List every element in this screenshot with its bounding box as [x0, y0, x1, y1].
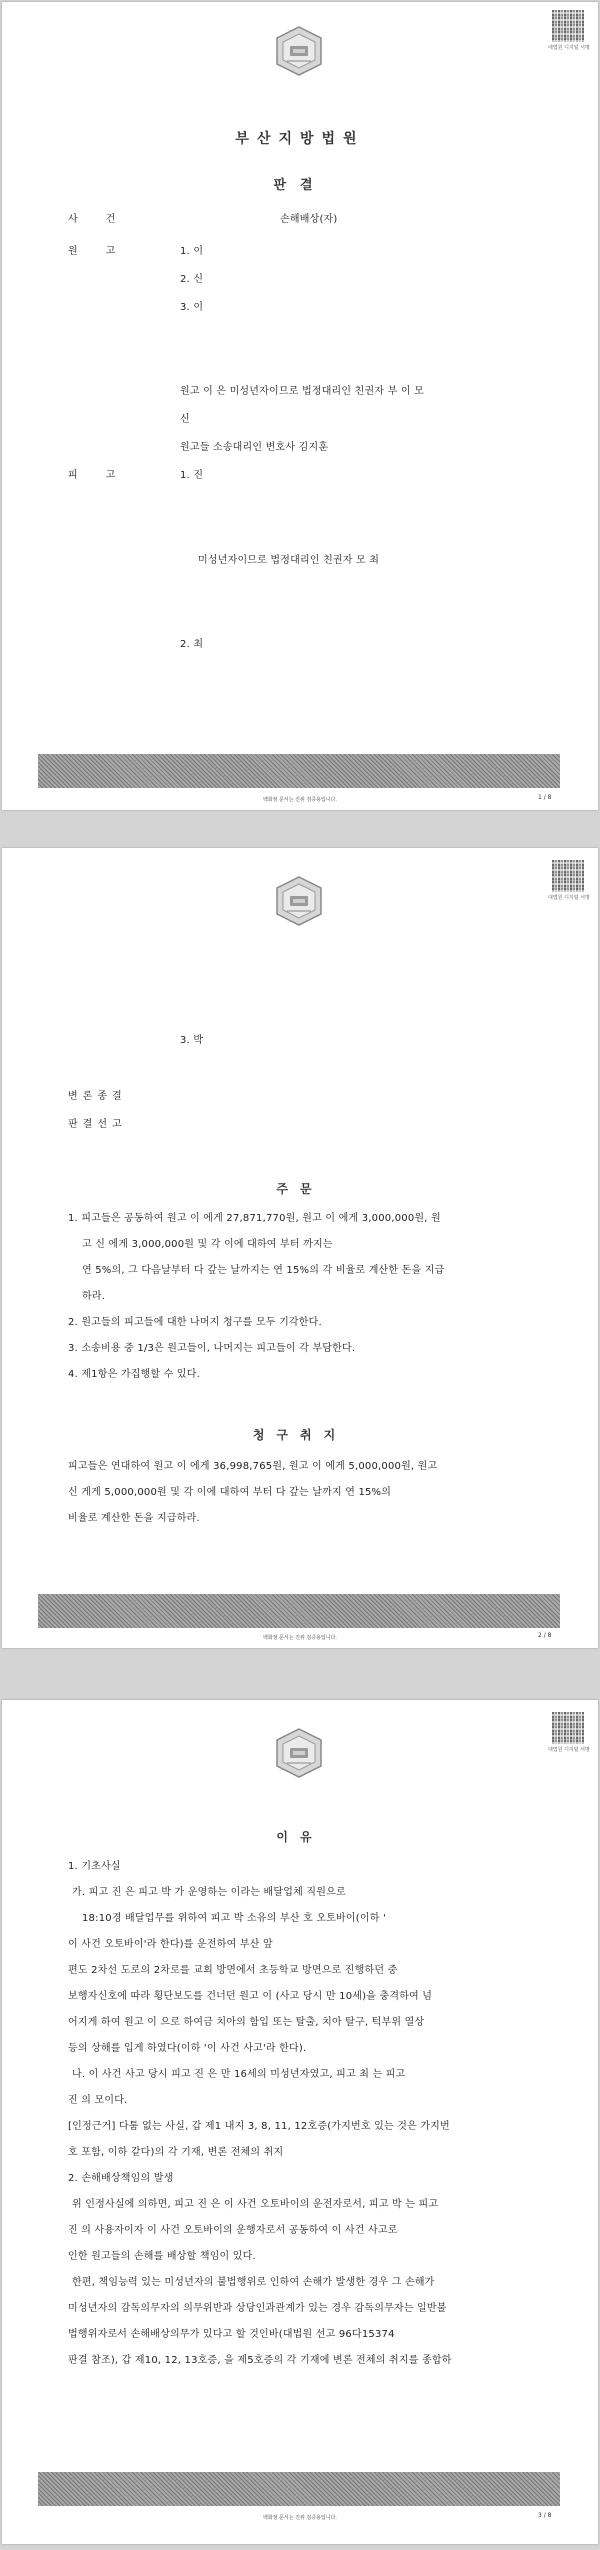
defendant-3: 3. 박	[180, 1035, 204, 1046]
reason-line-15: 진 의 사용자이자 이 사건 오토바이의 운행자로서 공동하여 이 사건 사고로	[68, 2225, 398, 2236]
court-emblem-icon	[272, 24, 326, 78]
court-emblem-icon	[272, 1726, 326, 1780]
guardian-line-1: 원고 이 은 미성년자이므로 법정대리인 친권자 부 이 모	[180, 386, 424, 397]
document-page-3	[2, 1700, 598, 2544]
reason-line-7: 어지게 하여 원고 이 으로 하여금 치아의 함입 또는 탈출, 치아 탈구, 턱부위 열상	[68, 2017, 425, 2028]
judgment-title: 주문	[276, 1182, 324, 1196]
judgment-item-3: 3. 소송비용 중 1/3은 원고들이, 나머지는 피고들이 각 부담한다.	[68, 1343, 356, 1354]
document-type: 판결	[273, 178, 327, 193]
court-name: 부산지방법원	[235, 131, 365, 147]
defendant-2: 2. 최	[180, 639, 204, 650]
defendant-label: 피고	[68, 470, 144, 481]
reason-line-2: 가. 피고 진 은 피고 박 가 운영하는 이라는 배달업체 직원으로	[72, 1887, 346, 1898]
reason-line-4: 이 사건 오토바이'라 한다)를 운전하여 부산 앞	[68, 1939, 273, 1950]
closing-label: 변론종결	[68, 1091, 127, 1102]
reason-line-18: 미성년자의 감독의무자의 의무위반과 상당인과관계가 있는 경우 감독의무자는 일반불	[68, 2303, 447, 2314]
reason-line-20: 판결 참조), 갑 제10, 12, 13호증, 을 제5호증의 각 기재에 변론 전체의 취지를 종합하	[68, 2355, 452, 2366]
page-number: 1 / 8	[538, 794, 552, 801]
claim-line-2: 신 게게 5,000,000원 및 각 이에 대하여 부터 다 갚는 날까지 연 15%의	[68, 1487, 392, 1498]
footer-note: 백화점 문서는 진위 검증용입니다.	[263, 1635, 337, 1641]
reason-line-13: 2. 손해배상책임의 발생	[68, 2173, 174, 2184]
plaintiff-1: 1. 이	[180, 246, 204, 257]
reason-line-6: 보행자신호에 따라 횡단보도를 건너던 원고 이 (사고 당시 만 10세)을 충격하여 넘	[68, 1991, 433, 2002]
reason-line-8: 등의 상해를 입게 하였다(이하 '이 사건 사고'라 한다).	[68, 2043, 307, 2054]
verification-qr-code	[552, 860, 584, 892]
reason-line-16: 인한 원고들의 손해를 배상할 책임이 있다.	[68, 2251, 256, 2262]
reason-line-12: 호 포함, 이하 같다)의 각 기재, 변론 전체의 취지	[68, 2147, 284, 2158]
reason-line-1: 1. 기초사실	[68, 1861, 121, 1872]
case-value: 손해배상(자)	[280, 214, 338, 225]
document-page-2	[2, 848, 598, 1648]
qr-caption: 대법원 디지털 서명	[548, 895, 590, 901]
judgment-item-2: 2. 원고들의 피고들에 대한 나머지 청구를 모두 기각한다.	[68, 1317, 322, 1328]
reason-line-11: [인정근거] 다툼 없는 사실, 갑 제1 내지 3, 8, 11, 12호증(가지번호 있는 것은 가지번	[68, 2121, 450, 2132]
claim-line-1: 피고들은 연대하여 원고 이 에게 36,998,765원, 원고 이 에게 5,000,000원, 원고	[68, 1461, 438, 1472]
verification-qr-code	[552, 1712, 584, 1744]
ruling-label: 판결선고	[68, 1119, 127, 1130]
court-emblem-icon	[272, 874, 326, 928]
case-label: 사건	[68, 214, 144, 225]
page-number: 3 / 8	[538, 2512, 552, 2519]
judgment-item-1a: 1. 피고들은 공동하여 원고 이 에게 27,871,770원, 원고 이 에게 3,000,000원, 원	[68, 1213, 441, 1224]
reason-line-5: 편도 2차선 도로의 2차로를 교회 방면에서 초등학교 방면으로 진행하던 중	[68, 1965, 398, 1976]
plaintiff-3: 3. 이	[180, 302, 204, 313]
footer-note: 백화점 문서는 진위 검증용입니다.	[263, 2515, 337, 2521]
judgment-item-1d: 하라.	[82, 1291, 106, 1302]
judgment-item-1b: 고 신 에게 3,000,000원 및 각 이에 대하여 부터 까지는	[82, 1239, 333, 1250]
reason-line-3: 18:10경 배달업무를 위하여 피고 박 소유의 부산 호 오토바이(이하 '	[82, 1913, 386, 1924]
attorney: 원고들 소송대리인 변호사 김지훈	[180, 442, 329, 453]
defendant-1: 1. 진	[180, 470, 204, 481]
guardian-line-2: 신	[180, 414, 190, 425]
reason-line-10: 진 의 모이다.	[68, 2095, 128, 2106]
footer-watermark-bar	[38, 2472, 560, 2506]
reason-line-19: 법행위자로서 손해배상의무가 있다고 할 것인바(대법원 선고 96다15374	[68, 2329, 395, 2340]
judgment-item-4: 4. 제1항은 가집행할 수 있다.	[68, 1369, 200, 1380]
document-page-1	[2, 2, 598, 810]
reason-line-17: 한편, 책임능력 있는 미성년자의 불법행위로 인하여 손해가 발생한 경우 그 손해가	[72, 2277, 435, 2288]
footer-watermark-bar	[38, 754, 560, 788]
footer-watermark-bar	[38, 1594, 560, 1628]
reason-line-14: 위 인정사실에 의하면, 피고 진 은 이 사건 오토바이의 운전자로서, 피고 박 는 피고	[72, 2199, 439, 2210]
qr-caption: 대법원 디지털 서명	[548, 45, 590, 51]
judgment-item-1c: 연 5%의, 그 다음날부터 다 갚는 날까지는 연 15%의 각 비율로 계산한 돈을 지급	[82, 1265, 445, 1276]
plaintiff-2: 2. 신	[180, 274, 204, 285]
claim-title: 청구취지	[252, 1428, 348, 1442]
reason-line-9: 나. 이 사건 사고 당시 피고 진 은 만 16세의 미성년자였고, 피고 최 는 피고	[72, 2069, 406, 2080]
page-number: 2 / 8	[538, 1632, 552, 1639]
footer-note: 백화점 문서는 진위 검증용입니다.	[263, 797, 337, 803]
qr-caption: 대법원 디지털 서명	[548, 1747, 590, 1753]
verification-qr-code	[552, 10, 584, 42]
defendant-guardian: 미성년자이므로 법정대리인 친권자 모 최	[198, 555, 380, 566]
reason-title: 이유	[276, 1830, 324, 1844]
claim-line-3: 비율로 계산한 돈을 지급하라.	[68, 1513, 200, 1524]
plaintiff-label: 원고	[68, 246, 144, 257]
